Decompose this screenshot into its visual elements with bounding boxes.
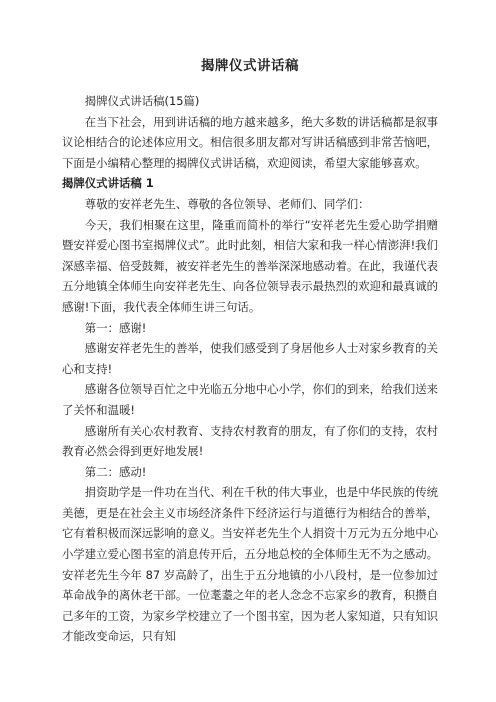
document-body [62,91,438,647]
document-page [62,58,438,647]
body-paragraph: 感谢所有关心农村教育、支持农村教育的朋友，有了你们的支持，农村教育必然会得到更好地发展! [62,423,438,459]
intro-paragraph: 在当下社会，用到讲话稿的地方越来越多，绝大多数的讲话稿都是叙事议论相结合的论述体应用文。相信很多朋友都对写讲话稿感到非常苦恼吧，下面是小编精心整理的揭牌仪式讲话稿，欢迎阅读，希望大家能够喜欢。 [62,114,438,170]
body-paragraph: 感谢安祥老先生的善举，使我们感受到了身居他乡人士对家乡教育的关心和支持! [62,341,438,376]
salutation-paragraph: 尊敬的安祥老先生、尊敬的各位领导、老师们、同学们： [84,196,370,211]
document-title: 揭牌仪式讲话稿 [201,58,299,74]
body-paragraph: 今天，我们相聚在这里，隆重而简朴的举行“安祥老先生爱心助学捐赠暨安祥爱心图书室揭牌仪式”。此时此刻，相信大家和我一样心情澎湃!我们深感幸福、倍受鼓舞，被安祥老先生的善举深深地感动着。在此，我谨代表五分地镇全体师生向安祥老先生、向各位领导表示最热烈的欢迎和最真诚的感谢!下面，我代表全体师生讲三句话。 [62,217,438,314]
section-heading: 揭牌仪式讲话稿 1 [62,176,154,191]
subtitle-paragraph: 揭牌仪式讲话稿(15篇) [84,94,200,108]
body-paragraph: 捐资助学是一件功在当代、利在千秋的伟大事业，也是中华民族的传统美德，更是在社会主义市场经济条件下经济运行与道德行为相结合的善举，它有着积极而深远影响的意义。当安祥老先生个人捐资十万元为五分地中心小学建立爱心图书室的消息传开后，五分地总校的全体师生无不为之感动。安祥老先生今年 87 岁高龄了，出生于五分地镇的小八段村，是一位参加过革命战争的离休老干部。一位耄耋之年的老人念念不忘家乡的教育，积攒自己多年的工资，为家乡学校建立了一个图书室，因为老人家知道，只有知识才能改变命运，只有知 [62,485,438,644]
point-heading-2: 第二：感动! [84,464,147,479]
body-paragraph: 感谢各位领导百忙之中光临五分地中心小学，你们的到来，给我们送来了关怀和温暖! [62,382,438,417]
point-heading-1: 第一：感谢! [84,320,147,335]
